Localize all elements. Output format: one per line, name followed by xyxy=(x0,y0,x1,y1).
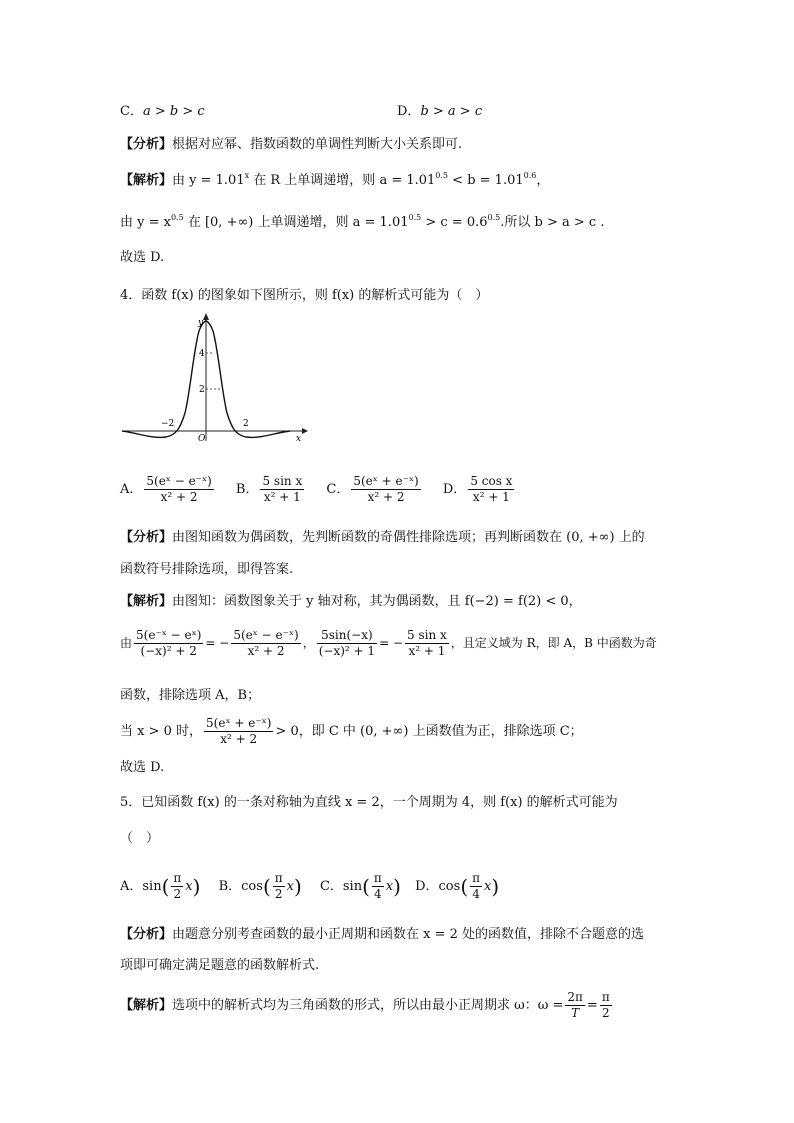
ytick-2: 2 xyxy=(199,385,205,395)
analysis-text: 由图知函数为偶函数，先判断函数的奇偶性排除选项；再判断函数在 (0, +∞) 上的 xyxy=(172,530,645,545)
q4-option-c xyxy=(326,474,422,505)
option-text: a > b > c xyxy=(142,104,205,119)
analysis-text: 由题意分别考查函数的最小正周期和函数在 x = 2 处的函数值，排除不合题意的选 xyxy=(172,927,645,942)
denominator: x² + 1 xyxy=(408,644,446,658)
q4-solution-line-3: 函数，排除选项 A，B； xyxy=(120,688,261,703)
variable: x xyxy=(286,879,294,894)
q5-option-b xyxy=(219,871,302,902)
denominator: x² + 2 xyxy=(220,732,258,746)
q4-function-graph xyxy=(118,313,308,445)
denominator: x² + 2 xyxy=(160,490,198,504)
denominator: x² + 1 xyxy=(263,490,301,504)
fraction xyxy=(273,871,285,902)
function-name: cos xyxy=(438,879,461,894)
denominator: x² + 2 xyxy=(367,490,405,504)
q5-stem-line-1: 5．已知函数 f(x) 的一条对称轴为直线 x = 2，一个周期为 4，则 f(x) 的解析式可能为 xyxy=(120,795,618,810)
q5-analysis-line-2: 项即可确定满足题意的函数解析式. xyxy=(120,958,320,973)
fraction xyxy=(468,474,514,505)
q5-analysis-line-1 xyxy=(120,928,644,941)
q5-solution-line-1 xyxy=(120,990,614,1021)
text: .所以 b > a > c . xyxy=(500,215,605,230)
numerator: 5(eˣ − e⁻ˣ) xyxy=(233,628,299,642)
fraction xyxy=(317,628,377,659)
option-label: A． xyxy=(120,482,143,497)
q4-option-a xyxy=(120,474,216,505)
q4-analysis-line-2: 函数符号排除选项，即得答案. xyxy=(120,562,294,577)
text: 由 xyxy=(120,636,133,650)
text: ， xyxy=(536,173,550,188)
numerator: 5(e⁻ˣ − eˣ) xyxy=(136,628,202,642)
xtick-2: 2 xyxy=(243,419,249,429)
option-label: B． xyxy=(218,879,242,894)
analysis-tag: 【分析】 xyxy=(120,137,173,152)
function-name: sin xyxy=(342,879,363,894)
xtick-neg2: −2 xyxy=(161,419,175,429)
denominator: 2 xyxy=(274,887,283,901)
function-name: cos xyxy=(241,879,263,894)
paren: ( xyxy=(161,874,170,899)
q3-solution-line-2 xyxy=(120,214,604,229)
superscript: 0.5 xyxy=(408,213,422,222)
text: 由 y = 1.01 xyxy=(172,173,245,188)
variable: x xyxy=(185,879,193,894)
q3-conclusion: 故选 D. xyxy=(120,250,165,265)
numerator: π xyxy=(173,871,182,885)
paren: ( xyxy=(362,874,370,899)
fraction xyxy=(600,990,612,1021)
denominator: (−x)² + 1 xyxy=(318,644,376,658)
numerator: π xyxy=(274,871,283,885)
paren: ( xyxy=(460,874,469,899)
analysis-text: 根据对应幂、指数函数的单调性判断大小关系即可. xyxy=(172,137,463,152)
superscript: 0.5 xyxy=(435,171,449,180)
fraction xyxy=(565,990,585,1021)
numerator: 5(eˣ − e⁻ˣ) xyxy=(146,474,212,488)
denominator: x² + 2 xyxy=(247,644,285,658)
denominator: x² + 1 xyxy=(472,490,510,504)
text: = − xyxy=(379,636,404,650)
y-axis-label: y xyxy=(198,318,204,328)
fraction xyxy=(231,628,300,659)
paren: ( xyxy=(262,874,271,899)
fraction xyxy=(405,628,449,659)
q5-option-d xyxy=(415,871,499,902)
q3-analysis xyxy=(120,138,462,151)
paren: ) xyxy=(491,874,500,899)
text: 在 R 上单调递增，则 a = 1.01 xyxy=(249,173,436,188)
q4-conclusion: 故选 D. xyxy=(120,760,165,775)
paren: ) xyxy=(293,874,302,899)
option-label: D． xyxy=(442,482,467,497)
numerator: 5(eˣ + e⁻ˣ) xyxy=(206,716,272,730)
text: 当 x > 0 时， xyxy=(120,724,203,739)
numerator: 5sin(−x) xyxy=(317,628,377,644)
option-text: b > a > c xyxy=(420,104,483,119)
fraction xyxy=(134,628,203,659)
fraction xyxy=(204,716,273,747)
superscript: 0.5 xyxy=(170,213,184,222)
function-name: sin xyxy=(142,879,162,894)
denominator: (−x)² + 2 xyxy=(140,644,197,658)
q3-solution-line-1 xyxy=(120,172,549,187)
variable: x xyxy=(385,879,394,894)
q3-option-d xyxy=(397,105,482,118)
analysis-tag: 【分析】 xyxy=(120,530,173,545)
numerator: 5 sin x xyxy=(262,474,303,488)
superscript: 0.5 xyxy=(487,213,501,222)
q5-options xyxy=(120,871,499,902)
variable: x xyxy=(484,879,492,894)
analysis-tag: 【分析】 xyxy=(120,927,173,942)
text: > 0，即 C 中 (0, +∞) 上函数值为正，排除选项 C； xyxy=(275,724,583,739)
solution-tag: 【解析】 xyxy=(120,998,173,1013)
q4-solution-line-1 xyxy=(120,595,582,608)
text: > c = 0.6 xyxy=(421,215,488,230)
denominator: T xyxy=(571,1006,580,1020)
denominator: 2 xyxy=(601,1006,610,1020)
numerator: π xyxy=(601,990,610,1004)
option-label: C． xyxy=(326,482,350,497)
fraction xyxy=(470,871,482,902)
solution-tag: 【解析】 xyxy=(120,173,173,188)
q4-option-d xyxy=(443,474,517,505)
text: 在 [0, +∞) 上单调递增，则 a = 1.01 xyxy=(183,215,409,230)
text: ，且定义域为 R，即 A，B 中函数为奇 xyxy=(450,636,657,650)
numerator: 5(eˣ + e⁻ˣ) xyxy=(353,474,419,488)
text: < b = 1.01 xyxy=(448,173,524,188)
numerator: 2π xyxy=(567,990,583,1004)
ytick-4: 4 xyxy=(199,349,205,359)
q5-option-c xyxy=(320,871,401,902)
fraction xyxy=(260,474,304,505)
q4-stem: 4．函数 f(x) 的图象如下图所示，则 f(x) 的解析式可能为（ ） xyxy=(120,288,489,303)
denominator: 2 xyxy=(173,887,182,901)
text: = − xyxy=(205,636,230,650)
q4-analysis-line-1 xyxy=(120,531,645,544)
q3-option-c xyxy=(120,105,205,118)
q4-solution-line-4 xyxy=(120,716,583,747)
superscript: 0.6 xyxy=(523,171,537,180)
superscript: x xyxy=(244,171,250,180)
option-label: C． xyxy=(120,104,143,119)
option-label: A． xyxy=(120,879,143,894)
paren: ) xyxy=(393,874,401,899)
q4-solution-line-2 xyxy=(120,628,657,659)
q4-option-b xyxy=(236,474,306,505)
fraction xyxy=(351,474,420,505)
solution-text: 选项中的解析式均为三角函数的形式，所以由最小正周期求 ω：ω = xyxy=(172,998,564,1013)
y-axis-arrow xyxy=(203,313,209,320)
numerator: 5 cos x xyxy=(470,474,513,488)
denominator: 4 xyxy=(472,887,480,901)
text: = xyxy=(586,998,598,1013)
q4-options xyxy=(120,474,516,505)
option-label: C． xyxy=(319,879,343,894)
option-label: D． xyxy=(415,879,439,894)
numerator: π xyxy=(373,871,382,885)
fraction xyxy=(144,474,213,505)
x-axis-arrow xyxy=(302,428,308,434)
q5-option-a xyxy=(120,871,200,902)
fraction xyxy=(372,871,384,902)
q5-stem-line-2: （ ） xyxy=(120,831,160,846)
fraction xyxy=(171,871,183,902)
denominator: 4 xyxy=(374,887,382,901)
x-axis-label: x xyxy=(296,434,302,444)
text: ， xyxy=(302,636,315,650)
text: 由 y = x xyxy=(120,215,171,230)
solution-text: 由图知：函数图象关于 y 轴对称，其为偶函数，且 f(−2) = f(2) < 0， xyxy=(172,594,582,609)
option-label: B． xyxy=(235,482,259,497)
numerator: 5 sin x xyxy=(407,628,447,642)
solution-tag: 【解析】 xyxy=(120,594,173,609)
numerator: π xyxy=(472,871,481,885)
origin-label: O xyxy=(198,434,206,444)
paren: ) xyxy=(192,874,201,899)
option-label: D． xyxy=(397,104,421,119)
